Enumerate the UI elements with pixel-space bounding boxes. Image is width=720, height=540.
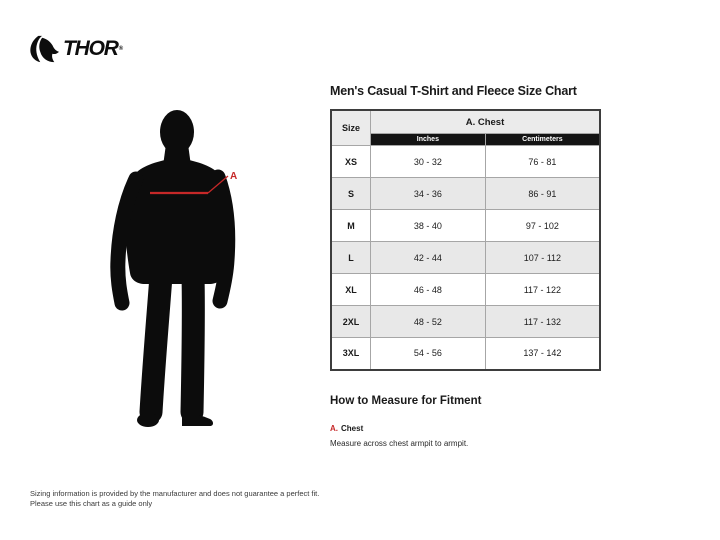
disclaimer-line-2: Please use this chart as a guide only xyxy=(30,498,153,508)
disclaimer-line-1: Sizing information is provided by the manufacturer and does not guarantee a perfect fit. xyxy=(30,489,320,498)
size-label: XL xyxy=(331,274,371,306)
size-label: M xyxy=(331,210,371,242)
measure-item-chest xyxy=(330,418,601,449)
size-label: 2XL xyxy=(331,306,371,338)
how-to-measure-heading: How to Measure for Fitment xyxy=(330,394,482,407)
table-row xyxy=(331,210,600,242)
table-row xyxy=(331,274,600,306)
size-label: XS xyxy=(331,146,371,178)
male-silhouette-icon xyxy=(70,90,310,450)
table-units-row xyxy=(331,134,600,146)
table-row xyxy=(331,146,600,178)
thor-helmet-icon xyxy=(28,34,60,64)
inches-value: 54 - 56 xyxy=(371,338,486,370)
centimeters-value: 117 - 122 xyxy=(485,274,600,306)
size-chart-table xyxy=(330,109,601,371)
column-header-size: Size xyxy=(331,110,371,146)
size-label: 3XL xyxy=(331,338,371,370)
inches-value: 42 - 44 xyxy=(371,242,486,274)
measure-description: Measure across chest armpit to armpit. xyxy=(330,438,469,448)
brand-logo xyxy=(28,33,123,65)
size-label: S xyxy=(331,178,371,210)
chart-column xyxy=(330,84,601,449)
centimeters-value: 137 - 142 xyxy=(485,338,600,370)
column-header-centimeters: Centimeters xyxy=(485,134,600,146)
size-label: L xyxy=(331,242,371,274)
table-header-row xyxy=(331,110,600,134)
inches-value: 48 - 52 xyxy=(371,306,486,338)
brand-name: THOR xyxy=(63,37,118,60)
table-row xyxy=(331,306,600,338)
page-title: Men's Casual T-Shirt and Fleece Size Chart xyxy=(330,84,577,98)
column-header-inches: Inches xyxy=(371,134,486,146)
centimeters-value: 86 - 91 xyxy=(485,178,600,210)
column-header-chest: A. Chest xyxy=(371,110,601,134)
disclaimer xyxy=(30,489,319,508)
chest-measure-label: A xyxy=(230,171,238,182)
table-row xyxy=(331,242,600,274)
centimeters-value: 107 - 112 xyxy=(485,242,600,274)
measure-name: Chest xyxy=(341,423,364,433)
table-row xyxy=(331,178,600,210)
centimeters-value: 76 - 81 xyxy=(485,146,600,178)
inches-value: 38 - 40 xyxy=(371,210,486,242)
registered-mark: ® xyxy=(118,46,124,52)
measure-key: A. xyxy=(330,423,338,433)
inches-value: 30 - 32 xyxy=(371,146,486,178)
inches-value: 34 - 36 xyxy=(371,178,486,210)
inches-value: 46 - 48 xyxy=(371,274,486,306)
measurement-figure xyxy=(70,90,310,450)
centimeters-value: 97 - 102 xyxy=(485,210,600,242)
table-row xyxy=(331,338,600,370)
centimeters-value: 117 - 132 xyxy=(485,306,600,338)
